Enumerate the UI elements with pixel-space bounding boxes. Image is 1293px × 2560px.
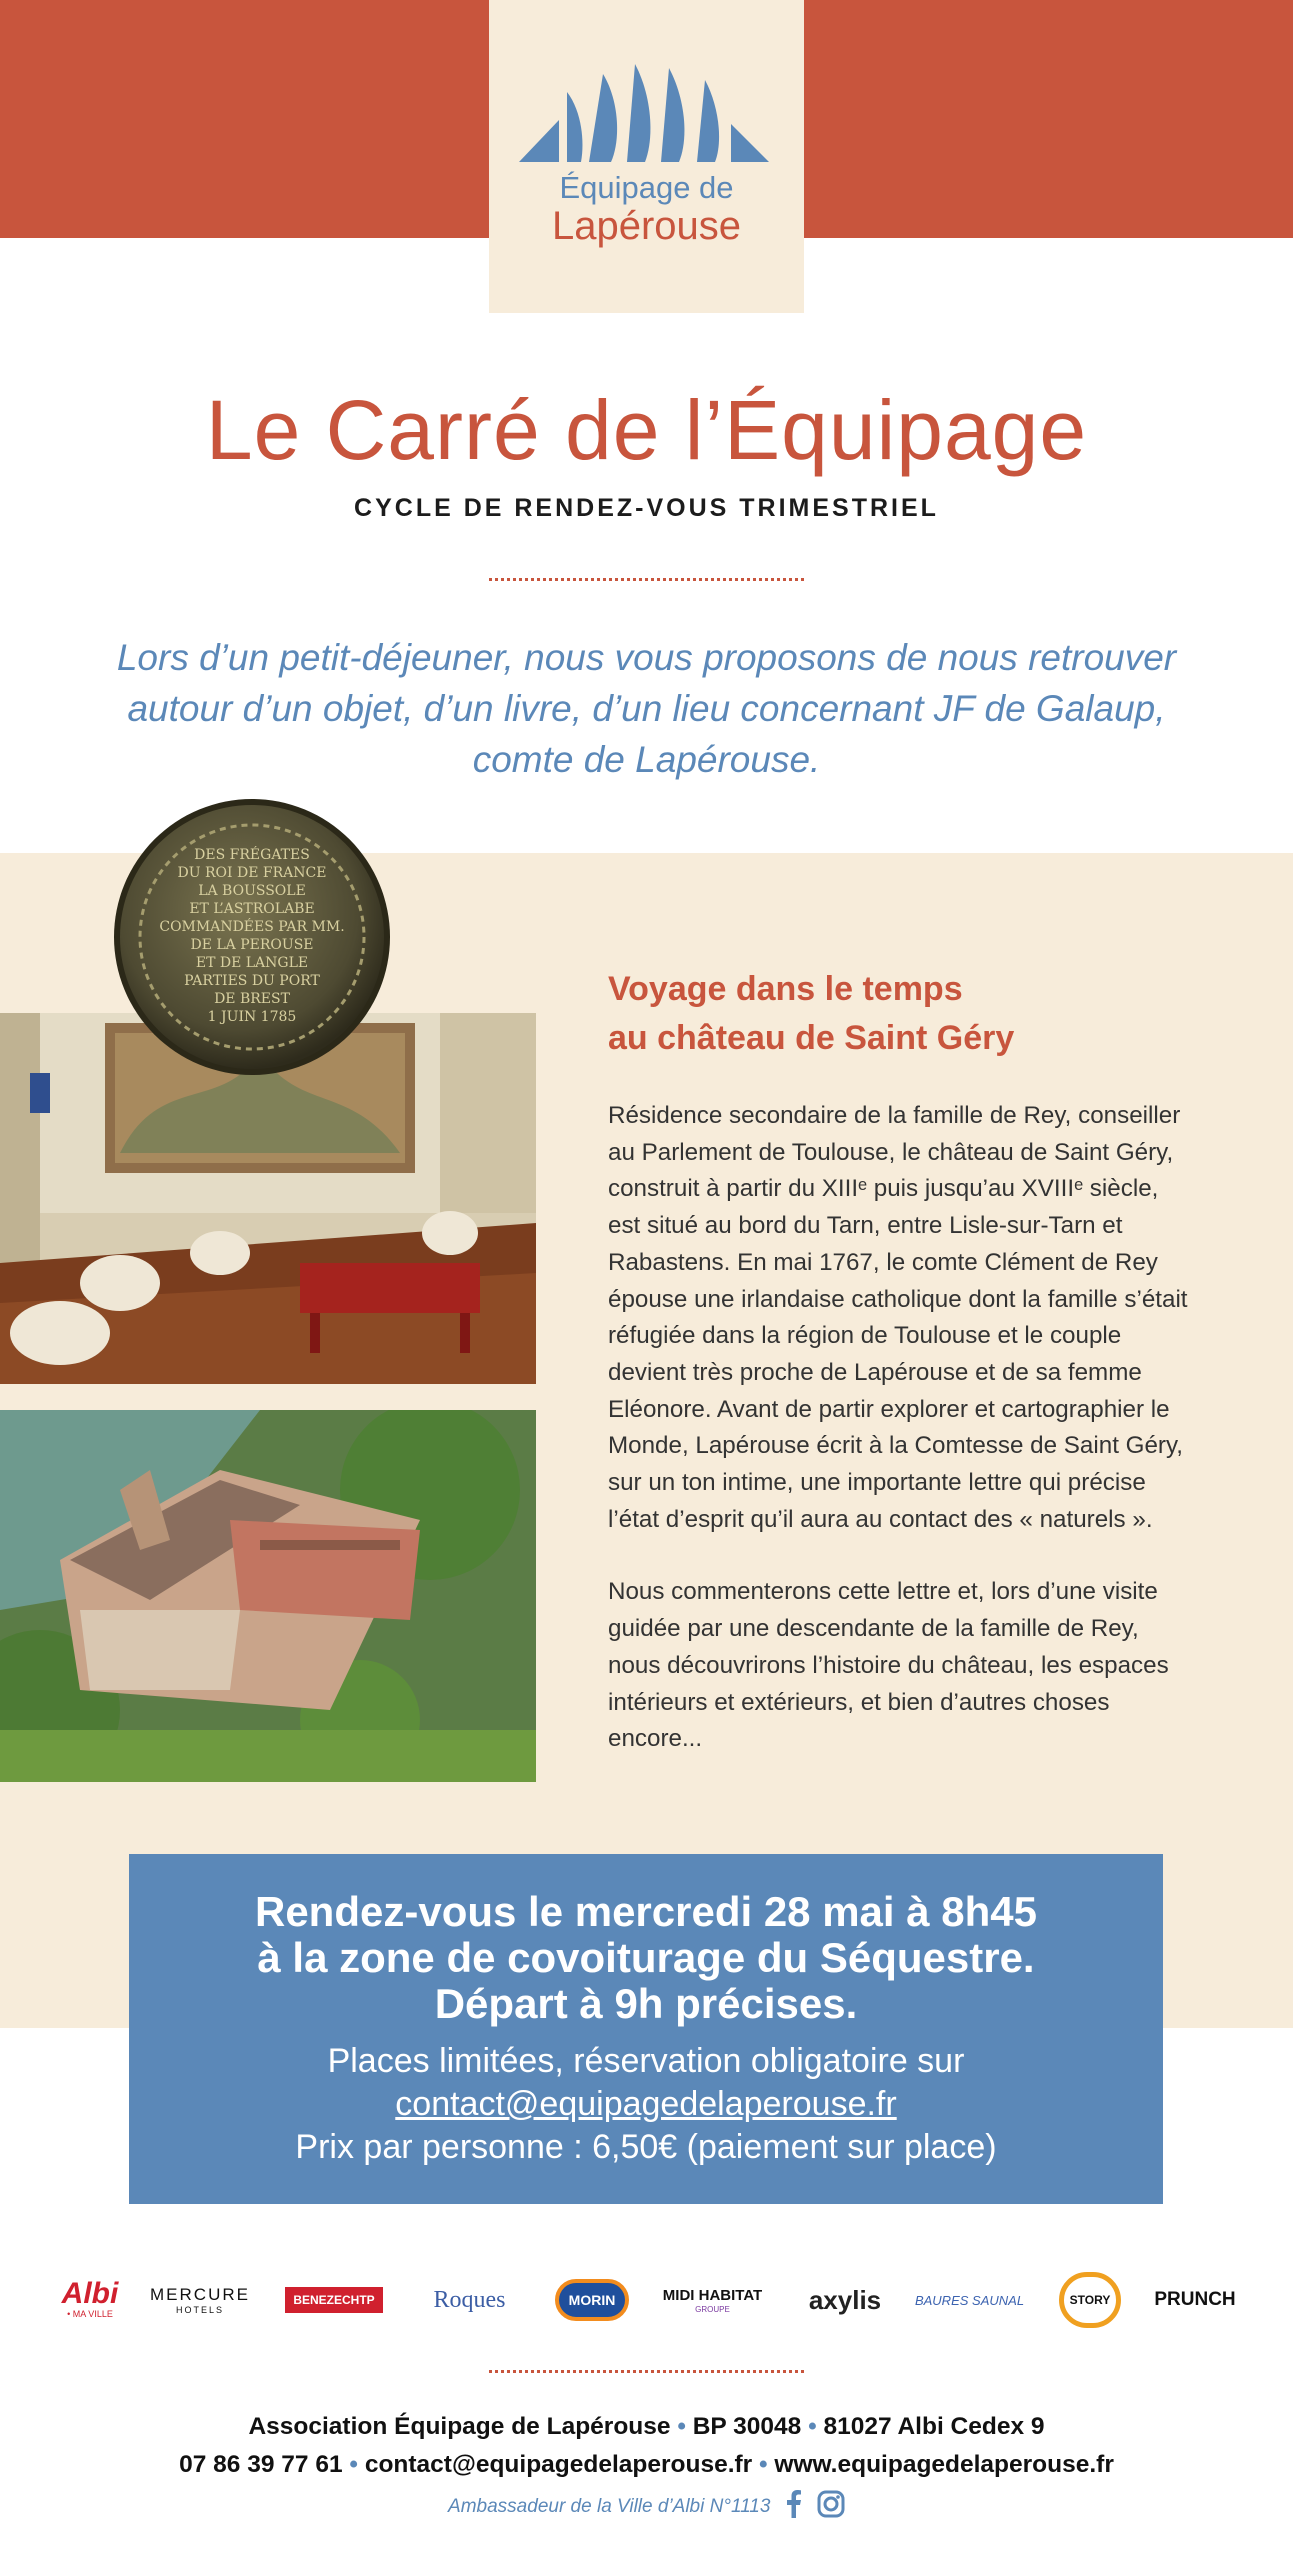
footer-website-link[interactable]: www.equipagedelaperouse.fr xyxy=(774,2451,1114,2478)
page-title: Le Carré de l’Équipage xyxy=(205,383,1088,477)
logo-text-laperouse: Lapérouse xyxy=(551,204,742,248)
sponsor-benezech-logo[interactable] xyxy=(278,2260,390,2340)
svg-text:LA BOUSSOLE: LA BOUSSOLE xyxy=(198,883,306,899)
reservation-text: Places limitées, réservation obligatoire sur xyxy=(327,2042,965,2080)
footer-separator: • xyxy=(677,2413,686,2440)
sponsor-midihabitat-text: MIDI HABITAT xyxy=(662,2286,763,2304)
footer-email-link[interactable]: contact@equipagedelaperouse.fr xyxy=(364,2451,753,2478)
sponsor-baures-text: BAURES SAUNAL xyxy=(914,2292,1025,2308)
article-paragraph-2: Nous commenterons cette lettre et, lors d’une visite guidée par une descendante de la famille de Rey, nous découvrirons l’histoire du château, les espaces intérieurs et extérieurs, et bien d’autres choses encore... xyxy=(608,1578,1169,1753)
sponsor-prunch-logo[interactable] xyxy=(1150,2260,1240,2340)
sponsor-roques-logo[interactable] xyxy=(412,2260,527,2340)
rendezvous-box xyxy=(129,1854,1163,2204)
svg-text:PARTIES DU PORT: PARTIES DU PORT xyxy=(184,973,320,989)
sponsor-morin-logo[interactable] xyxy=(552,2260,632,2340)
sponsor-morin-text: MORIN xyxy=(555,2279,630,2321)
sponsor-benezech-text: BENEZECHTP xyxy=(285,2287,382,2313)
sponsor-midihabitat-logo[interactable] xyxy=(655,2260,770,2340)
svg-text:DE LA PEROUSE: DE LA PEROUSE xyxy=(190,937,314,953)
article-heading-line2: au château de Saint Géry xyxy=(608,1019,1015,1057)
svg-text:ET L’ASTROLABE: ET L’ASTROLABE xyxy=(189,901,315,917)
sponsor-axylis-text: axylis xyxy=(808,2284,882,2315)
sponsor-mercure-text: MERCURE xyxy=(150,2285,250,2304)
footer-separator: • xyxy=(349,2451,358,2478)
footer-address xyxy=(0,2413,1293,2441)
svg-text:COMMANDÉES PAR MM.: COMMANDÉES PAR MM. xyxy=(159,919,345,935)
svg-text:DE BREST: DE BREST xyxy=(214,991,290,1007)
footer-ambassador xyxy=(0,2490,1293,2524)
castle-aerial-photo xyxy=(0,1410,536,1782)
departure-time: Départ à 9h précises. xyxy=(434,1980,858,2027)
footer-contact xyxy=(0,2451,1293,2479)
sponsor-albi-text: Albi xyxy=(61,2277,119,2310)
sponsor-midihabitat-sub: GROUPE xyxy=(695,2304,730,2314)
reservation-email-link[interactable]: contact@equipagedelaperouse.fr xyxy=(395,2085,897,2123)
sponsor-roques-text: Roques xyxy=(433,2286,506,2313)
medal-image xyxy=(112,797,393,1083)
page-subtitle: CYCLE DE RENDEZ-VOUS TRIMESTRIEL xyxy=(354,494,939,522)
svg-text:DU ROI DE FRANCE: DU ROI DE FRANCE xyxy=(177,865,327,881)
sails-logo-icon xyxy=(519,62,774,167)
sponsors-row xyxy=(0,2260,1293,2340)
reservation-info xyxy=(129,2040,1163,2169)
sponsor-story-logo[interactable] xyxy=(1050,2260,1130,2340)
price-text: Prix par personne : 6,50€ (paiement sur place) xyxy=(295,2128,997,2166)
sponsor-albi-logo[interactable] xyxy=(55,2260,125,2340)
svg-text:1 JUIN 1785: 1 JUIN 1785 xyxy=(207,1009,297,1025)
sponsor-story-text: STORY xyxy=(1059,2272,1122,2328)
rendezvous-date: Rendez-vous le mercredi 28 mai à 8h45 xyxy=(254,1888,1038,1935)
footer-bp: BP 30048 xyxy=(692,2413,802,2440)
sponsor-prunch-text: PRUNCH xyxy=(1154,2289,1236,2310)
intro-text: Lors d’un petit-déjeuner, nous vous proposons de nous retrouver autour d’un objet, d’un livre, d’un lieu concernant JF de Galaup, comte de Lapérouse. xyxy=(116,637,1177,780)
sponsor-mercure-logo[interactable] xyxy=(145,2260,255,2340)
dotted-divider xyxy=(489,578,804,581)
article-heading xyxy=(608,965,1208,1063)
instagram-icon[interactable] xyxy=(817,2490,845,2524)
svg-text:ET DE LANGLE: ET DE LANGLE xyxy=(195,955,309,971)
footer-phone[interactable]: 07 86 39 77 61 xyxy=(179,2451,343,2478)
facebook-icon[interactable] xyxy=(786,2490,802,2524)
article-heading-line1: Voyage dans le temps xyxy=(608,970,963,1008)
ambassador-text: Ambassadeur de la Ville d’Albi N°1113 xyxy=(448,2496,771,2518)
logo[interactable] xyxy=(489,0,804,313)
footer-dotted-divider xyxy=(489,2370,804,2373)
article-body xyxy=(608,1098,1188,1794)
sponsor-mercure-sub: HOTELS xyxy=(175,2305,224,2315)
sponsor-albi-sub: • MA VILLE xyxy=(67,2309,113,2319)
rendezvous-details xyxy=(129,1889,1163,2027)
footer-city: 81027 Albi Cedex 9 xyxy=(823,2413,1045,2440)
rendezvous-place: à la zone de covoiturage du Séquestre. xyxy=(257,1934,1035,1981)
svg-text:DES FRÉGATES: DES FRÉGATES xyxy=(194,847,310,863)
sponsor-axylis-logo[interactable] xyxy=(795,2260,895,2340)
footer-association: Association Équipage de Lapérouse xyxy=(248,2413,671,2440)
sponsor-baures-logo[interactable] xyxy=(912,2260,1027,2340)
footer-separator: • xyxy=(808,2413,817,2440)
article-paragraph-1: Résidence secondaire de la famille de Rey, conseiller au Parlement de Toulouse, le château de Saint Géry, construit à partir du XIIIᵉ puis jusqu’au XVIIIᵉ siècle, est situé au bord du Tarn, entre Lisle-sur-Tarn et Rabastens. En mai 1767, le comte Clément de Rey épouse une irlandaise catholique dont la famille s’était réfugiée dans la région de Toulouse et le couple devient très proche de Lapérouse et de sa femme Eléonore. Avant de partir explorer et cartographier le Monde, Lapérouse écrit à la Comtesse de Saint Géry, sur un ton intime, une importante lettre qui précise l’état d’esprit qu’il aura au contact des « naturels ». xyxy=(608,1102,1188,1533)
logo-text-equipage: Équipage de xyxy=(559,170,734,205)
footer-separator: • xyxy=(759,2451,768,2478)
